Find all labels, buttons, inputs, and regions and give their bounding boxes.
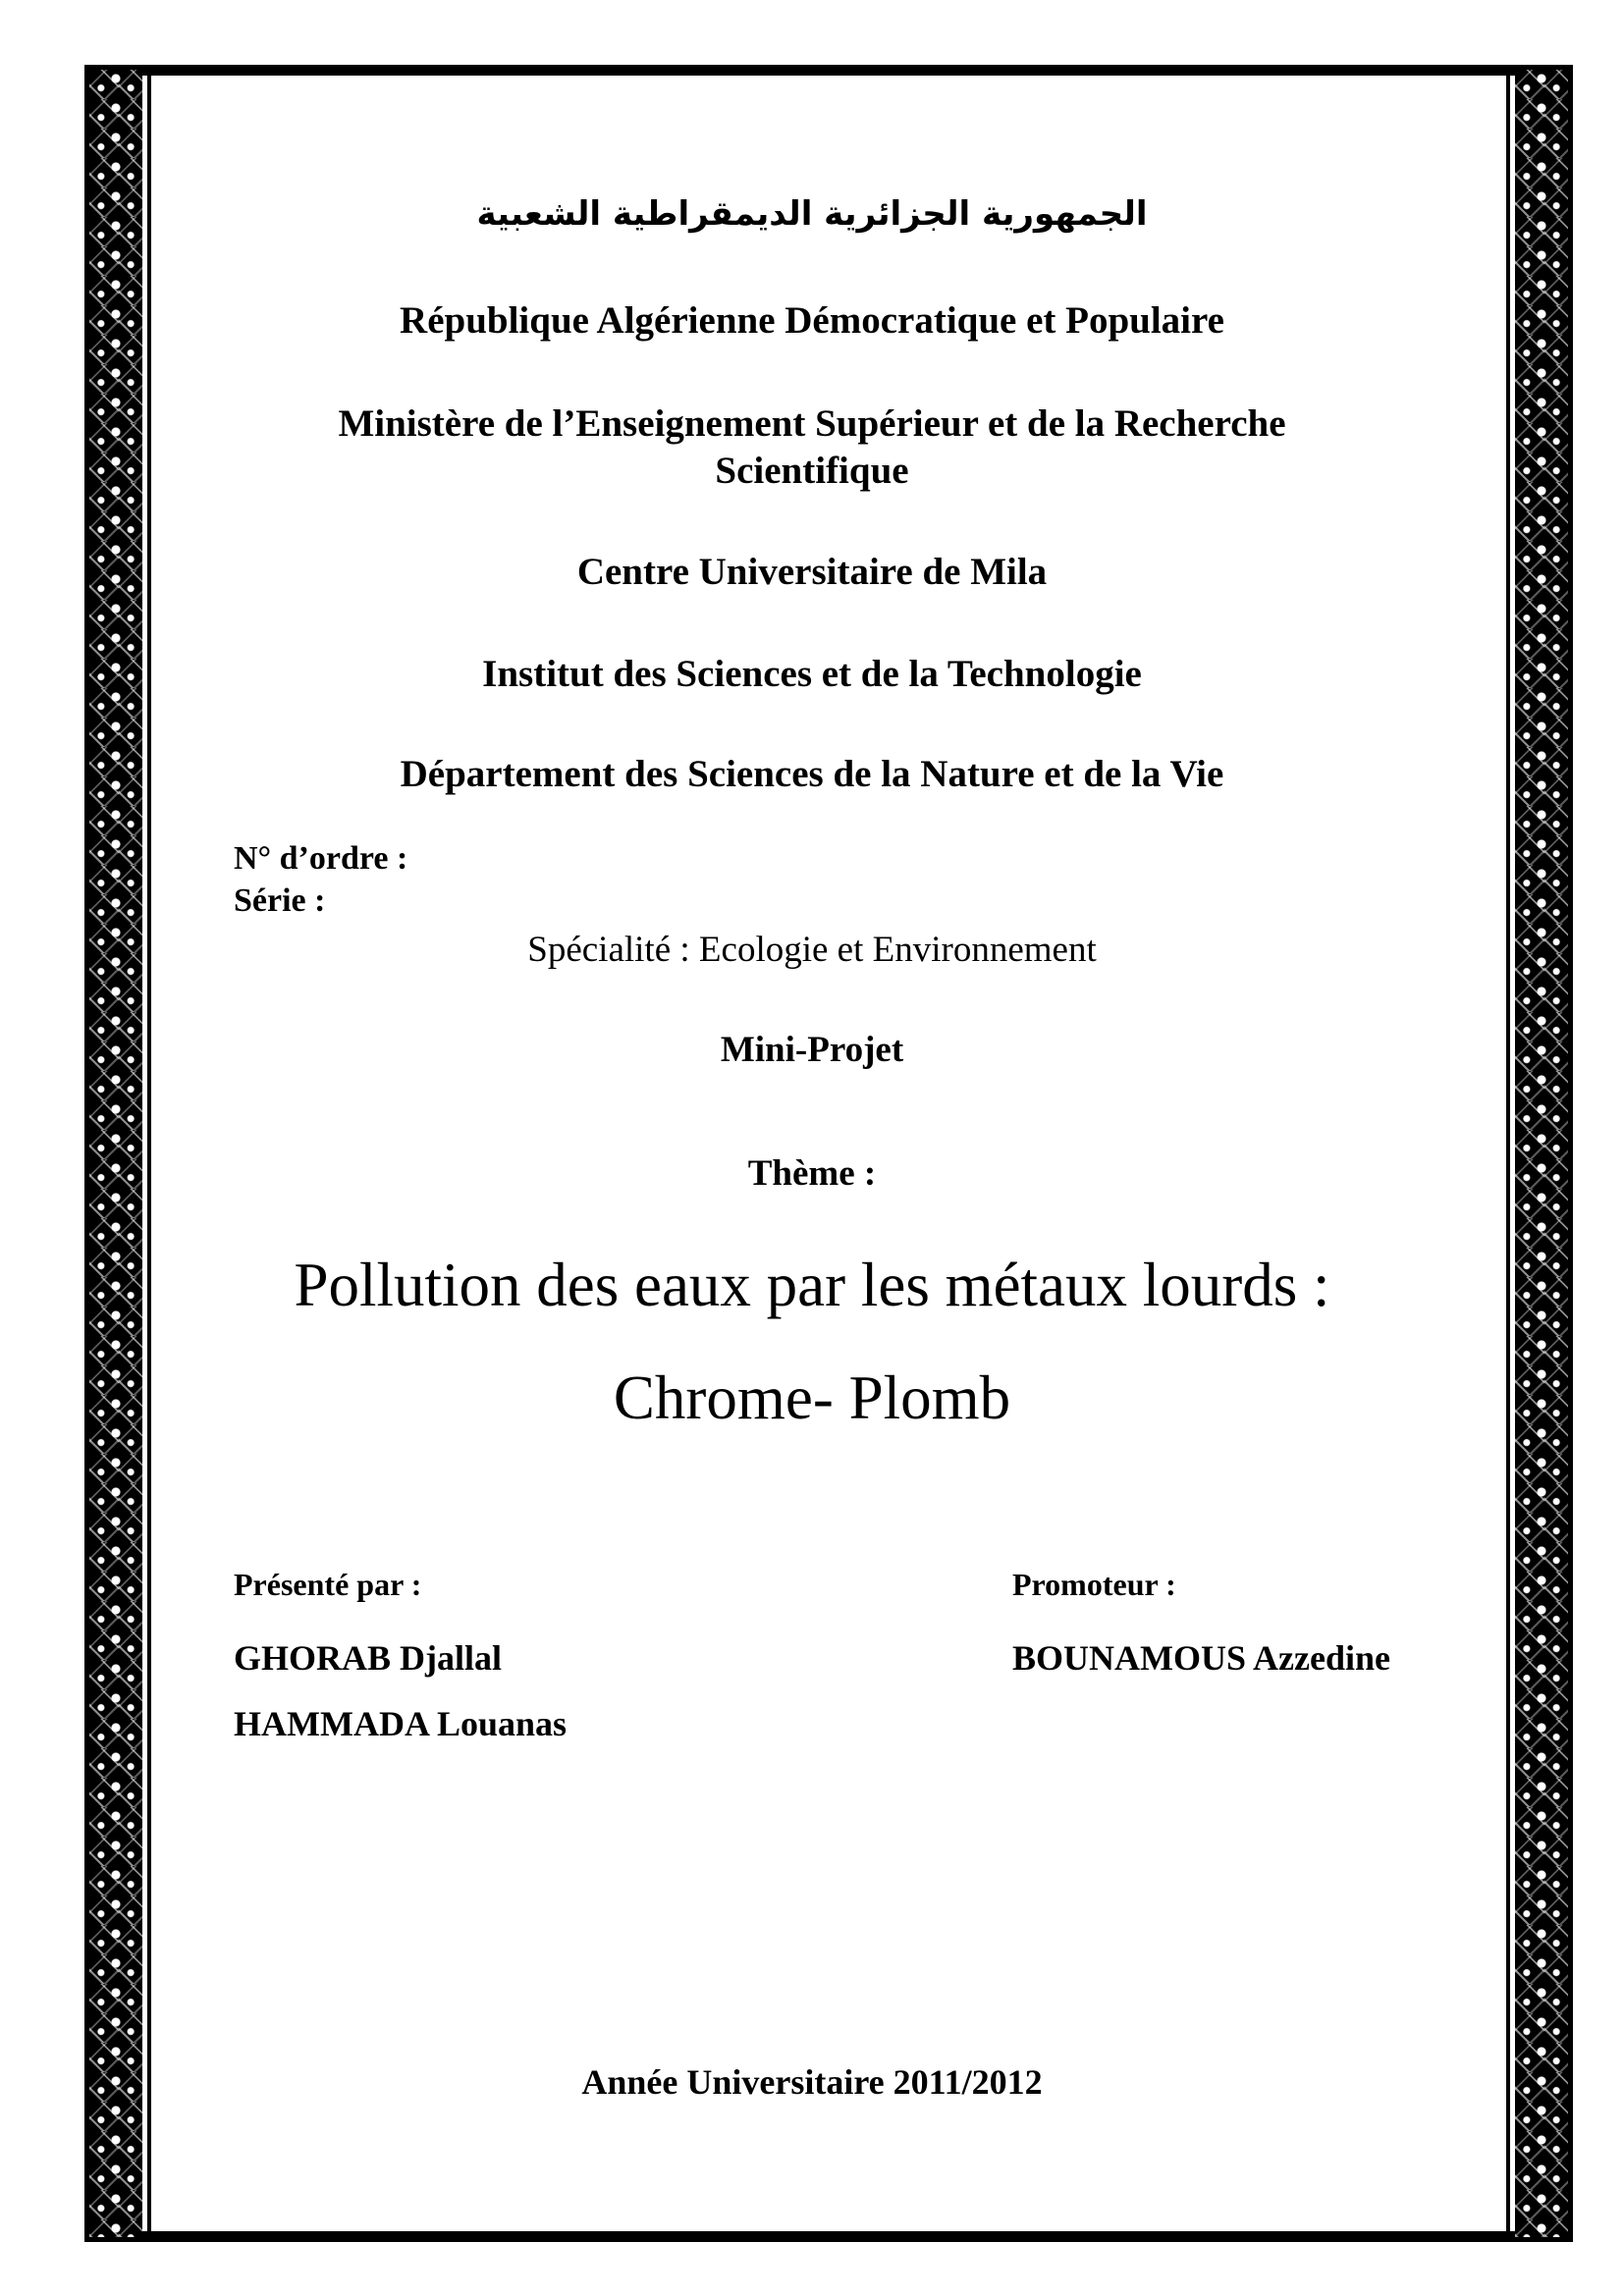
project-title-line-2: Chrome- Plomb: [613, 1363, 1011, 1432]
arabic-republic-title: الجمهورية الجزائرية الديمقراطية الشعبية: [476, 194, 1148, 234]
speciality-label: Spécialité :: [527, 930, 690, 970]
ministry-line-2: Scientifique: [715, 450, 909, 492]
student-name: HAMMADA Louanas: [234, 1704, 568, 1743]
project-title-line-1: Pollution des eaux par les métaux lourds :: [294, 1251, 1330, 1319]
republic-heading: République Algérienne Démocratique et Populaire: [400, 299, 1224, 342]
frame-bottom-band: [89, 2231, 1568, 2237]
project-type: Mini-Projet: [720, 1030, 904, 1070]
serie-label: Série :: [234, 882, 326, 919]
institut-heading: Institut des Sciences et de la Technologie: [482, 653, 1142, 695]
departement-heading: Département des Sciences de la Nature et de la Vie: [400, 753, 1224, 795]
student-name: GHORAB Djallal: [234, 1638, 503, 1678]
speciality-value: Ecologie et Environnement: [698, 930, 1097, 970]
presented-by-label: Présenté par :: [234, 1567, 422, 1602]
ordre-label: N° d’ordre :: [234, 840, 408, 877]
centre-heading: Centre Universitaire de Mila: [576, 551, 1048, 593]
promoteur-label: Promoteur :: [1012, 1567, 1176, 1602]
promoteur-name: BOUNAMOUS Azzedine: [1012, 1638, 1390, 1678]
ministry-heading: [0, 400, 1624, 495]
academic-year: Année Universitaire 2011/2012: [581, 2062, 1043, 2102]
speciality-line: [0, 929, 1624, 971]
theme-label: Thème :: [747, 1153, 877, 1194]
ministry-line-1: Ministère de l’Enseignement Supérieur et de la Recherche: [338, 402, 1286, 445]
